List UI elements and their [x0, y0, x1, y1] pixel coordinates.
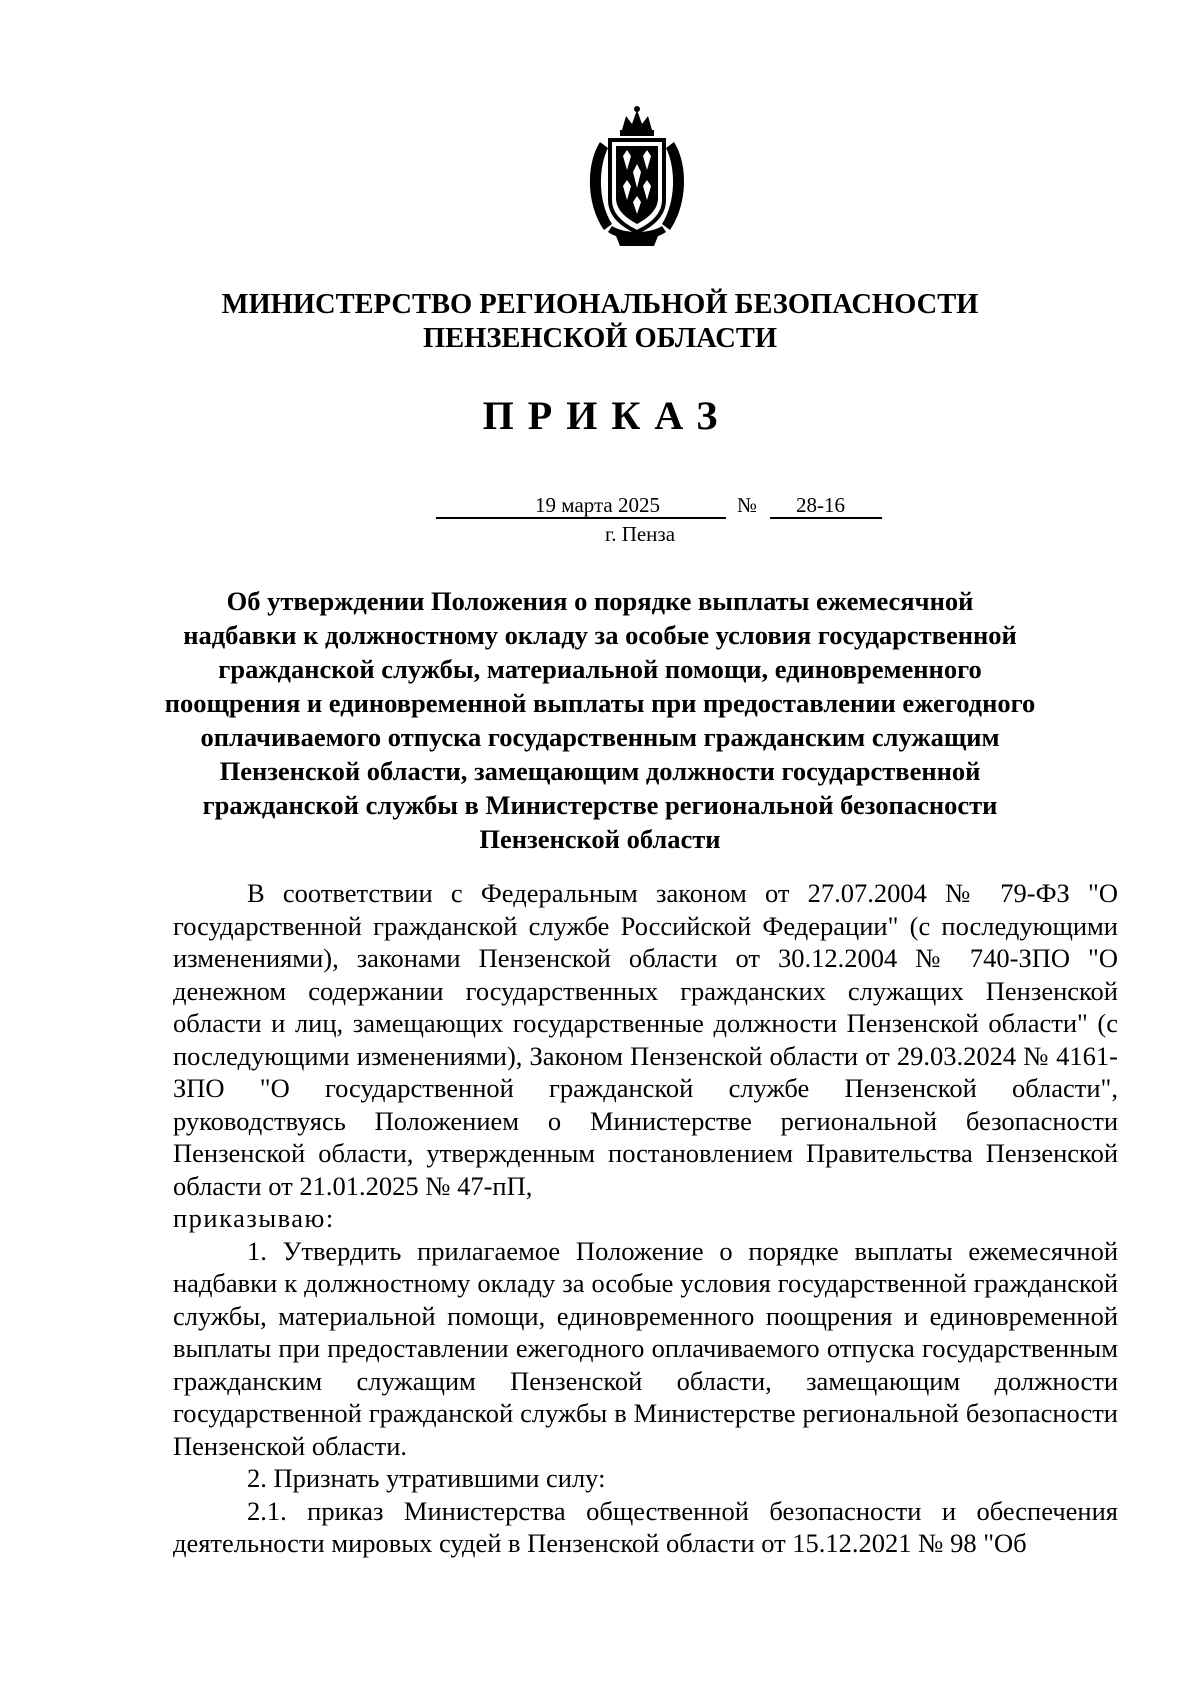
ministry-name: [150, 288, 1050, 356]
subject-line: оплачиваемого отпуска государственным гражданским служащим: [200, 722, 1000, 752]
subject-line: гражданской службы, материальной помощи, единовременного: [218, 654, 982, 684]
subject-line: надбавки к должностному окладу за особые условия государственной: [183, 620, 1017, 650]
subject-line: Пензенской области, замещающим должности государственной: [219, 756, 981, 786]
item-1-paragraph: 1. Утвердить прилагаемое Положение о порядке выплаты ежемесячной надбавки к должностному окладу за особые условия государственной гражданской службы, материальной помощи, единовременного поощрения и единовременной выплаты при предоставлении ежегодного оплачиваемого отпуска государственным гражданским служащим Пензенской области, замещающим должности государственной гражданской службы в Министерстве региональной безопасности Пензенской области.: [173, 1235, 1118, 1461]
preamble-text: В соответствии с Федеральным законом от 27.07.2004 № 79-ФЗ "О государственной гражданской службе Российской Федерации" (с последующими изменениями), законами Пензенской области от 30.12.2004 № 740-ЗПО "О денежном содержании государственных гражданских служащих Пензенской области и лиц, замещающих государственные должности Пензенской области" (с последующими изменениями), Законом Пензенской области от 29.03.2024 № 4161-ЗПО "О государственной гражданской службе Пензенской области", руководствуясь Положением о Министерстве региональной безопасности Пензенской области, утвержденным постановлением Правительства Пензенской области от 21.01.2025 № 47-пП,: [173, 878, 1118, 1201]
ministry-name-line2: ПЕНЗЕНСКОЙ ОБЛАСТИ: [422, 323, 778, 354]
subject-line: гражданской службы в Министерстве региональной безопасности: [202, 790, 998, 820]
subject-line: Пензенской области: [479, 824, 721, 854]
directive-keyword: приказываю:: [173, 1203, 335, 1233]
item-2-paragraph: 2. Признать утратившими силу:: [247, 1463, 606, 1493]
number-sign: №: [737, 493, 758, 517]
document-type-title: ПРИКАЗ: [482, 393, 732, 438]
item-2-1-paragraph: 2.1. приказ Министерства общественной безопасности и обеспечения деятельности мировых судей в Пензенской области от 15.12.2021 № 98 "Об: [173, 1495, 1118, 1558]
issue-city: г. Пенза: [604, 522, 676, 546]
order-subject: [150, 584, 1050, 856]
coat-of-arms-icon: [578, 104, 696, 250]
subject-line: поощрения и единовременной выплаты при предоставлении ежегодного: [164, 688, 1036, 718]
order-date: 19 марта 2025: [436, 491, 726, 519]
ministry-name-line1: МИНИСТЕРСТВО РЕГИОНАЛЬНОЙ БЕЗОПАСНОСТИ: [221, 289, 979, 320]
order-number: 28-16: [770, 491, 882, 519]
subject-line: Об утверждении Положения о порядке выплаты ежемесячной: [226, 586, 974, 616]
preamble-paragraph: [173, 877, 1118, 1235]
order-body: [173, 877, 1118, 1560]
